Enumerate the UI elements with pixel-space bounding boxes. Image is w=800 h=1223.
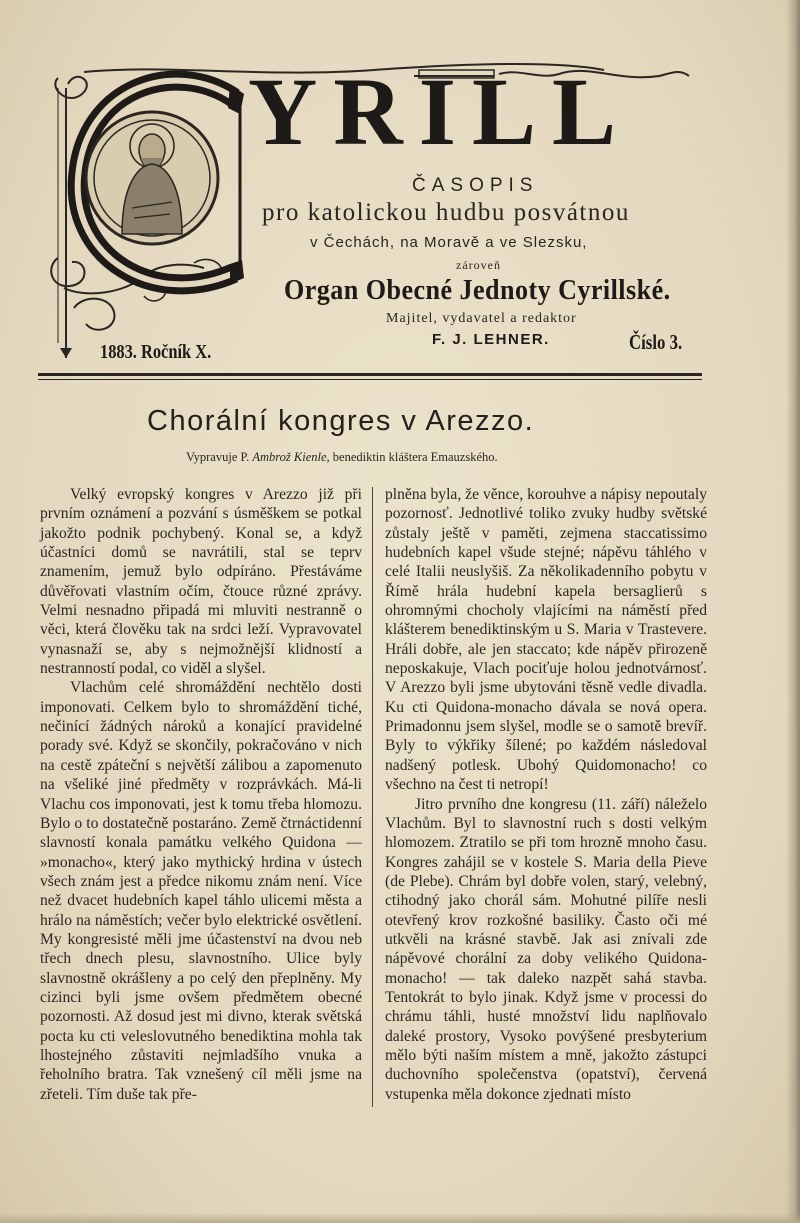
zaroven-label: zároveň <box>456 258 501 272</box>
casopis-label: ČASOPIS <box>412 175 539 196</box>
page-edge-shadow <box>786 0 800 1223</box>
byline-prefix: Vypravuje P. <box>186 450 250 464</box>
year-volume: 1883. Ročník X. <box>100 341 212 363</box>
paragraph: Vlachům celé shromáždění nechtělo dosti imponovati. Celkem bylo to shromáždění tiché, nečinící žádných nároků a konající pravidelné porady své. Když se skončily, pokračováno v nich na cestě zpáteční s největší zálibou a zapomenuto na všeliké jiné předměty v rozprávkách. Má-li Vlachu cos imponovati, jest k tomu třeba hlomozu. Bylo o to dostatečně postaráno. Země čtrnáctidenní slavností konala památku velkého Quidona — »monacho«, který jako mythický hrdina v ústech všech znám jest a předce nikomu znám není. Více než dvacet hudebních kapel táhlo ulicemi města a hrálo na náměstích; večer bylo elektrické osvětlení. My kongresisté měli jme účastenství na dvou neb třech dnech plesu, slavnostního. Ulice byly slavnostně okrášleny a po celý den přeplněny. My cizinci byli jsme ovšem předmětem obecné pozornosti. Až dosud jest mi divno, kterak světská pocta ku cti veleslovutného benediktina mohla tak lhostejného zůstaviti nejmladšího vnuka a řeholního bratra. Tak vznešený cíl měli jsme na zřeteli. Tím duše tak pře- <box>40 679 362 1103</box>
paragraph: Velký evropský kongres v Arezzo již při prvním oznámení a pozvání s úsměškem se potkal jakožto podnik pochybený. Konal se, a když účastníci domů se navrátili, stal se teprv znamením, jemuž bylo odpíráno. Přestáváme důvěřovati vlastním očím, čtouce různé zprávy. Velmi nesnadno připadá mi mluviti nestranně o věci, která člověku tak na srdci leží. Vypravovatel vynasnaží se, aby s nejmožnější klidností a nestranností podal, co viděl a slyšel. <box>40 486 362 678</box>
publisher-label: Majitel, vydavatel a redaktor <box>386 311 577 326</box>
article-column-right <box>385 485 707 1104</box>
issue-number: Číslo 3. <box>629 330 683 354</box>
organ-heading: Organ Obecné Jednoty Cyrillské. <box>284 274 671 306</box>
article-column-left <box>40 485 362 1104</box>
column-divider <box>372 487 373 1107</box>
editor-name: F. J. LEHNER. <box>432 331 550 348</box>
subtitle-line-1: pro katolickou hudbu posvátnou <box>262 199 630 226</box>
paragraph: Jitro prvního dne kongresu (11. září) náleželo Vlachům. Byl to slavnostní ruch s dosti velkým hlomozem. Ztratilo se při tom hrozně mnoho času. Kongres zahájil se v kostele S. Maria della Pieve (de Plebe). Chrám byl dobře volen, starý, velebný, ctihodný jako chorál sám. Mohutné pilíře nesli otevřený krov rozkošné basiliky. Často oči mé utkvěli na krásné stavbě. Jak asi znívali zde nápěvové chorální za doby velikého Quidona-monacho! — tak daleko nazpět sahá stavba. Tentokrát to bylo jinak. Když jsme v processi do chrámu táhli, husté množství lidu naplňovalo daleké prostory, Vysoko povýšené presbyterium mělo býti naším místem a mně, jakožto zástupci duchovního společenstva (opatství), červená vstupenka měla dokonce zjednati místo <box>385 795 707 1103</box>
article-byline <box>186 450 498 465</box>
magazine-title: YRILL <box>248 58 633 165</box>
masthead-rule-thin <box>38 379 702 380</box>
byline-suffix: benediktin kláštera Emauzského. <box>332 450 498 464</box>
page-bottom-shadow <box>0 1213 800 1223</box>
byline-author: Ambrož Kienle, <box>252 450 330 464</box>
article-title: Chorální kongres v Arezzo. <box>147 405 535 437</box>
subtitle-line-2: v Čechách, na Moravě a ve Slezsku, <box>310 234 588 251</box>
paragraph: plněna byla, že věnce, korouhve a nápisy nepoutaly pozornosť. Jednotlivé toliko zvuky hudby světské zůstaly ještě v paměti, zejmena staccatissimo hudebních kapel všude stejné; nápěvu táhlého v celé Italii neuslyšiš. Za několikadenního pobytu v Římě hrála hudební kapela bersaglierů s ohromnými chocholy vlajícími na náměstí před klášterem benediktinským u S. Maria v Trastevere. Hráli dobře, ale jen staccato; kde nápěv přirozeně neposkakuje, Vlach pociťuje holou jednotvárnosť. V Arezzo byli jsme ubytováni těsně vedle divadla. Ku cti Quidona-monacho dávala se nová opera. Primadonnu jsem slyšel, modle se o samotě brevíř. Byly to výkřiky šílené; po každém následoval nadšený potlesk. Ubohý Quidomonacho! co všechno na čest ti netropí! <box>385 486 707 794</box>
masthead-rule <box>38 373 702 376</box>
